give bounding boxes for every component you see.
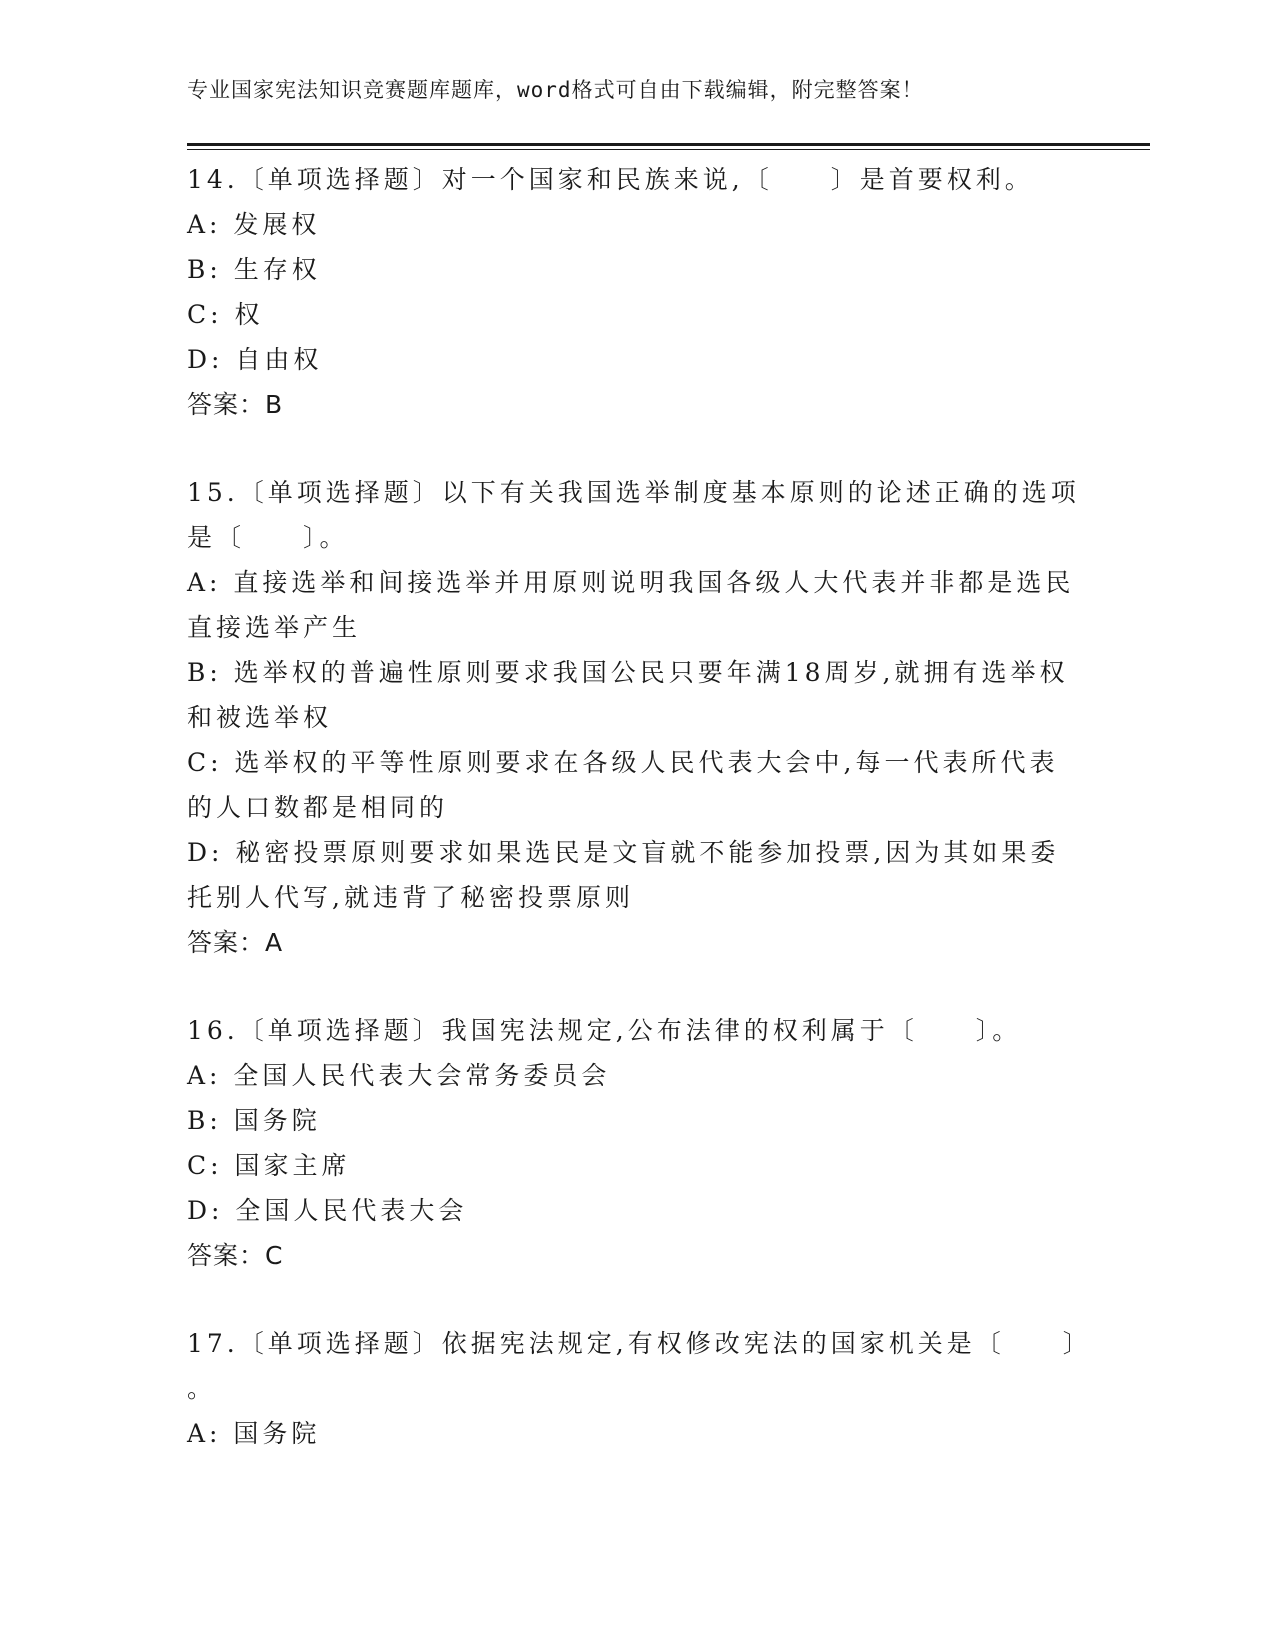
option-d: D: 自由权: [187, 345, 323, 374]
question-stem: 16.〔单项选择题〕我国宪法规定,公布法律的权利属于〔 〕。: [187, 1016, 1022, 1045]
answer-line: 答案：A: [187, 928, 284, 957]
answer-line: 答案：B: [187, 390, 284, 419]
option-b: B: 国务院: [187, 1106, 321, 1135]
option-c: C: 国家主席: [187, 1151, 351, 1180]
header-rule-thick: [187, 143, 1150, 146]
question-14: [187, 157, 1067, 428]
question-list: [187, 157, 1092, 1456]
option-a: A: 发展权: [187, 210, 321, 239]
option-c: C: 选举权的平等性原则要求在各级人民代表大会中,每一代表所代表: [187, 748, 1059, 777]
option-a: A: 国务院: [187, 1419, 321, 1448]
question-stem-continued: 是〔 〕。: [187, 523, 349, 552]
question-gap: [187, 966, 1067, 1008]
option-d-continued: 托别人代写,就违背了秘密投票原则: [187, 883, 634, 912]
question-stem: 17.〔单项选择题〕依据宪法规定,有权修改宪法的国家机关是〔 〕: [187, 1329, 1092, 1358]
question-gap: [187, 1279, 1067, 1321]
option-b: B: 选举权的普遍性原则要求我国公民只要年满18周岁,就拥有选举权: [187, 658, 1069, 687]
header-rule-thin: [187, 149, 1150, 150]
option-b-continued: 和被选举权: [187, 703, 333, 732]
question-gap: [187, 428, 1067, 470]
answer-line: 答案：C: [187, 1241, 284, 1270]
option-c-continued: 的人口数都是相同的: [187, 793, 449, 822]
question-stem: 14.〔单项选择题〕对一个国家和民族来说,〔 〕是首要权利。: [187, 165, 1034, 194]
question-stem: 15.〔单项选择题〕以下有关我国选举制度基本原则的论述正确的选项: [187, 478, 1080, 507]
option-b: B: 生存权: [187, 255, 321, 284]
option-a: A: 全国人民代表大会常务委员会: [187, 1061, 611, 1090]
option-a-continued: 直接选举产生: [187, 613, 362, 642]
question-16: [187, 1008, 1067, 1279]
option-a: A: 直接选举和间接选举并用原则说明我国各级人大代表并非都是选民: [187, 568, 1075, 597]
page-header: 专业国家宪法知识竞赛题库题库，word格式可自由下载编辑，附完整答案！: [187, 78, 924, 102]
option-d: D: 全国人民代表大会: [187, 1196, 468, 1225]
question-17: [187, 1321, 1092, 1456]
option-d: D: 秘密投票原则要求如果选民是文盲就不能参加投票,因为其如果委: [187, 838, 1060, 867]
question-15: [187, 470, 1080, 966]
option-c: C: 权: [187, 300, 264, 329]
question-stem-continued: 。: [187, 1374, 217, 1403]
